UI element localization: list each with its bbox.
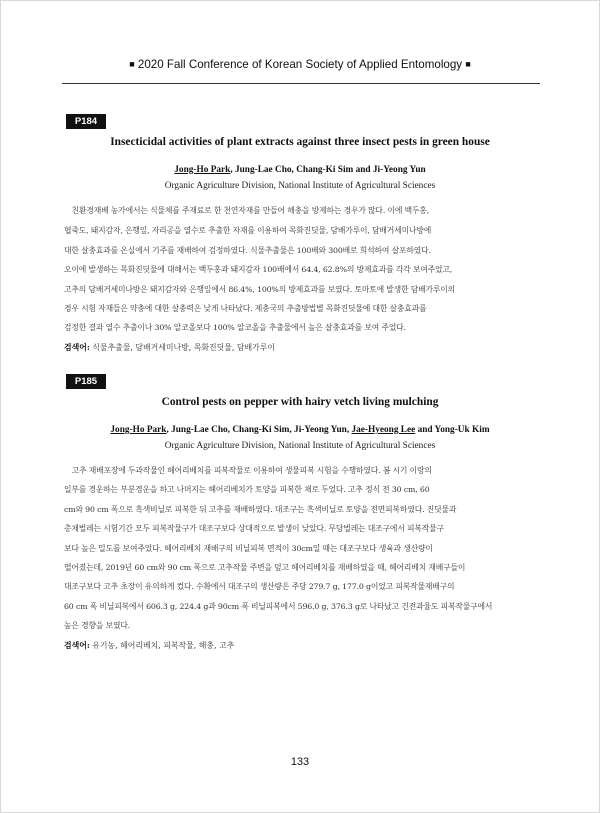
presenting-author: Jong-Ho Park: [174, 165, 231, 175]
body-line: cm와 90 cm 폭으로 흑색비닐로 피복한 뒤 고추를 재배하였다. 대조구는 흑색비닐로 토양을 전면피복하였다. 진딧물과: [64, 505, 457, 514]
abstract-tag-p184: P184: [66, 114, 106, 129]
abstract-affiliation-p185: Organic Agriculture Division, National Institute of Agricultural Sciences: [164, 441, 436, 451]
keywords-p184: [64, 342, 536, 353]
page-number: 133: [290, 756, 310, 768]
abstract-authors-p185: [40, 425, 560, 435]
header-text: 2020 Fall Conference of Korean Society of Applied Entomology: [137, 58, 463, 71]
body-line: 대한 살충효과를 온실에서 기주를 재배하여 검정하였다. 식물추출물은 100배와 300배로 희석하여 살포하였다.: [64, 246, 431, 255]
body-line: 오이에 발생하는 목화진딧물에 대해서는 백두홍과 돼지감자 100배에서 64.4, 62.8%의 방제효과를 각각 보여주었고,: [64, 265, 453, 274]
body-line: 검정한 결과 열수 추출이나 30% 알코올보다 100% 알코올을 추출물에서 높은 살충효과를 보여 주었다.: [64, 323, 406, 332]
body-line: 보다 높은 밀도를 보여주었다. 헤어리베치 재배구의 비닐피복 면적이 30cm일 때는 대조구보다 생육과 생산량이: [64, 544, 433, 553]
running-header: [38, 58, 562, 71]
co-authors-last: and Yong-Uk Kim: [415, 425, 490, 435]
co-authors: , Jung-Lae Cho, Chang-Ki Sim, Ji-Yeong Yun,: [166, 425, 352, 435]
keywords-label: 검색어:: [64, 343, 90, 352]
abstract-title-p185: Control pests on pepper with hairy vetch living mulching: [161, 396, 439, 408]
body-line: 총채벌레는 시험기간 모두 피복작물구가 대조구보다 상대적으로 발생이 낮았다. 무당벌레는 대조구에서 피복작물구: [64, 524, 444, 533]
body-line: 높은 경향을 보였다.: [64, 621, 131, 630]
presenting-author: Jong-Ho Park: [110, 425, 167, 435]
body-line: 고추의 담배거세미나방은 돼지감자와 은행잎에서 86.4%, 100%의 방제효과를 보였다. 토마토에 발생한 담배가루이의: [64, 285, 456, 294]
abstract-authors-p184: [40, 165, 560, 175]
underlined-author: Jae-Hyeong Lee: [351, 425, 416, 435]
co-authors: , Jung-Lae Cho, Chang-Ki Sim and Ji-Yeong Yun: [230, 165, 426, 175]
abstract-affiliation-p184: Organic Agriculture Division, National Institute of Agricultural Sciences: [164, 181, 436, 191]
header-rule: [62, 83, 540, 84]
abstract-title-p184: Insecticidal activities of plant extracts against three insect pests in green house: [110, 136, 490, 148]
header-bullet-right: ■: [465, 59, 471, 69]
body-line: 일부를 경운하는 부분경운을 하고 나머지는 헤어리베치가 토양을 피복한 채로 두었다. 고추 정식 전 30 cm, 60: [64, 485, 430, 494]
keywords-list: 식물추출물, 담배거세미나방, 목화진딧물, 담배가루이: [89, 343, 276, 352]
body-line: 협죽도, 돼지감자, 은행잎, 자리공을 열수로 추출한 자재를 이용하여 목화진딧물, 담배가루이, 담배거세미나방에: [64, 226, 432, 235]
body-line: 60 cm 폭 비닐피복에서 606.3 g, 224.4 g과 90cm 폭 비닐피복에서 596.0 g, 376.3 g로 나타났고 건전과율도 피복작물구에서: [64, 602, 493, 611]
keywords-p185: [64, 640, 536, 651]
body-line: 대조구보다 고추 초장이 유의하게 컸다. 수확에서 대조구의 생산량은 주당 279.7 g, 177.0 g이었고 피복작물재배구의: [64, 582, 455, 591]
keywords-label: 검색어:: [64, 641, 90, 650]
header-bullet-left: ■: [129, 59, 135, 69]
body-line: 떨어졌는데, 2019년 60 cm와 90 cm 폭으로 고추작물 주변을 덮고 헤어리베치를 재배하였을 때, 헤어리베치 재배구들이: [64, 563, 466, 572]
body-line: 고추 재배포장에 두과작물인 헤어리베치를 피복작물로 이용하여 생물피복 시험을 수행하였다. 봄 시기 이랑의: [64, 466, 432, 475]
body-line: 경우 시험 자재들은 약충에 대한 살충력은 낮게 나타났다. 제충국의 추출방법별 목화진딧물에 대한 살충효과를: [64, 304, 427, 313]
abstract-tag-p185: P185: [66, 374, 106, 389]
keywords-list: 유기농, 헤어리베치, 피복작물, 해충, 고추: [89, 641, 235, 650]
body-line: 친환경재배 농가에서는 식물체를 주재료로 한 천연자재를 만들어 해충을 방제하는 경우가 많다. 이에 백두홍,: [64, 206, 430, 215]
